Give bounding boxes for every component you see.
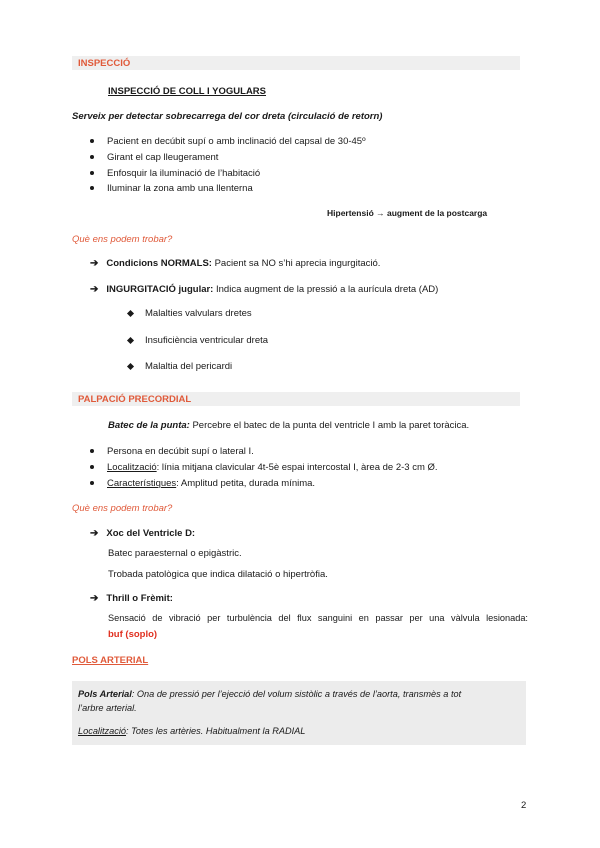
bullet-icon	[90, 465, 94, 469]
arrow-bullet-icon: ➔	[90, 284, 99, 295]
bullet-icon	[90, 155, 94, 159]
bullet-icon	[90, 481, 94, 485]
section-title-palpacio: PALPACIÓ PRECORDIAL	[78, 394, 192, 405]
list-item: Malaltia del pericardi	[128, 361, 232, 372]
bullet-icon	[90, 449, 94, 453]
arrow-bullet-icon: ➔	[90, 258, 99, 269]
list-item: Pacient en decúbit supí o amb inclinació del capsal de 30-45º	[90, 136, 366, 147]
hypertension-note: Hipertensió → augment de la postcarga	[327, 208, 488, 218]
question-heading: Què ens podem trobar?	[72, 503, 173, 514]
diamond-bullet-icon	[127, 310, 134, 317]
arrow-bullet-icon: ➔	[90, 593, 99, 604]
question-heading: Què ens podem trobar?	[72, 234, 173, 245]
pols-definition-line2: l’arbre arterial.	[78, 703, 137, 713]
pols-definition-line1: Pols Arterial: Ona de pressió per l’ejecció del volum sistòlic a través de l’aorta, transmès a tot	[78, 689, 462, 699]
arrow-right-icon: →	[376, 208, 385, 218]
xoc-text-2: Trobada patològica que indica dilatació o hipertròfia.	[108, 569, 328, 580]
subsection-title: INSPECCIÓ DE COLL I YOGULARS	[108, 86, 267, 97]
list-item: Insuficiència ventricular dreta	[128, 335, 268, 346]
list-item: Iluminar la zona amb una llenterna	[90, 183, 253, 194]
section-title-pols: POLS ARTERIAL	[72, 655, 149, 666]
arrow-bullet-icon: ➔	[90, 528, 99, 539]
bullet-icon	[90, 171, 94, 175]
arrow-item-xoc: ➔ Xoc del Ventricle D:	[90, 528, 196, 539]
diamond-bullet-icon	[127, 337, 134, 344]
list-item: Malalties valvulars dretes	[128, 308, 252, 319]
bullet-icon	[90, 139, 94, 143]
arrow-item-ingurgitacio: ➔ INGURGITACIÓ jugular: Indica augment de la pressió a la aurícula dreta (AD)	[90, 284, 439, 295]
list-item: Persona en decúbit supí o lateral I.	[90, 446, 254, 457]
pols-localitzacio: Localització: Totes les artèries. Habitualment la RADIAL	[78, 726, 306, 736]
section-header-inspeccio	[72, 56, 520, 70]
diamond-bullet-icon	[127, 363, 134, 370]
list-item: Enfosquir la iluminació de l’habitació	[90, 168, 260, 179]
bullet-icon	[90, 186, 94, 190]
batec-definition: Batec de la punta: Percebre el batec de la punta del ventricle I amb la paret toràcica.	[108, 420, 470, 431]
xoc-text-1: Batec paraesternal o epigàstric.	[108, 548, 242, 559]
arrow-item-thrill: ➔ Thrill o Frèmit:	[90, 593, 173, 604]
purpose-text: Serveix per detectar sobrecarrega del cor dreta (circulació de retorn)	[72, 111, 383, 122]
section-title-inspeccio: INSPECCIÓ	[78, 58, 131, 69]
list-item: Localització: línia mitjana clavicular 4t-5è espai intercostal I, àrea de 2-3 cm Ø.	[90, 462, 438, 473]
page-number: 2	[521, 800, 527, 811]
arrow-item-normal: ➔ Condicions NORMALS: Pacient sa NO s’hi aprecia ingurgitació.	[90, 258, 381, 269]
thrill-text: Sensació de vibració per turbulència del flux sanguini en passar per una vàlvula lesionada:	[108, 613, 528, 623]
thrill-bold-text: buf (soplo)	[108, 629, 158, 640]
list-item: Girant el cap lleugerament	[90, 152, 218, 163]
list-item: Característiques: Amplitud petita, durada mínima.	[90, 478, 315, 489]
